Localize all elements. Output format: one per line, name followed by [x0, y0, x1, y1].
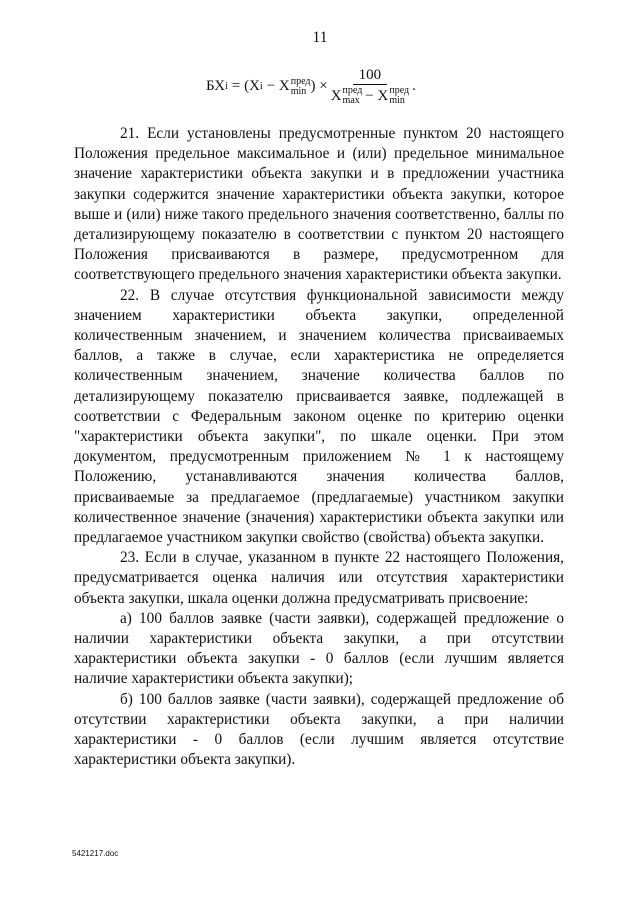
- formula-den-minus: − X: [365, 88, 389, 104]
- paragraph-21: 21. Если установлены предусмотренные пунктом 20 настоящего Положения предельное максимальное и (или) предельное минимальное значение характеристики объекта закупки и в предложении участника закупки содержится значение характеристики объекта закупки, которое выше и (или) ниже такого предельного значения соответственно, баллы по детализирующему показателю в соответствии с пунктом 20 настоящего Положения присваиваются в размере, предусмотренном для соответствующего предельного значения характеристики объекта закупки.: [74, 125, 564, 284]
- formula-limit-sup: пред: [290, 75, 311, 87]
- formula-den-x1: X: [330, 88, 342, 104]
- formula-close-times: ) ×: [310, 78, 328, 94]
- page-number: 11: [312, 29, 328, 46]
- formula-minus: − X: [266, 78, 290, 94]
- formula-denominator: [331, 85, 409, 107]
- body-text: [74, 124, 564, 771]
- formula-limit-sub: min: [290, 85, 307, 97]
- formula-den-sub-2: min: [389, 95, 405, 106]
- formula-eq-open: = (X: [231, 78, 260, 94]
- footer-filename: 5421217.doc: [72, 849, 119, 858]
- formula-limit-stack: [291, 77, 311, 97]
- formula-den-stack-2: [389, 86, 409, 106]
- paragraph-23: 23. Если в случае, указанном в пункте 22 настоящего Положения, предусматривается оценка наличия или отсутствия характеристики объекта закупки, шкала оценки должна предусматривать присвоение:: [74, 549, 564, 607]
- formula-den-stack-1: [343, 86, 363, 106]
- paragraph-22: 22. В случае отсутствия функциональной зависимости между значением характеристики объекта закупки, определенной количественным значением, и значением количества присваиваемых баллов, а также в случае, если характеристика не определяется количественным значением, значение количества баллов по детализирующему показателю присваивается заявке, подлежащей в соответствии с Федеральным законом оценке по критерию оценки "характеристики объекта закупки", по шкале оценки. При этом документом, предусмотренным приложением № 1 к настоящему Положению, устанавливаются значения количества баллов, присваиваемые за предлагаемое (предлагаемые) участником закупки количественное значение (значения) характеристики объекта закупки или предлагаемое участником закупки свойство (свойства) объекта закупки.: [74, 286, 564, 547]
- formula-den-sup-1: пред: [342, 85, 363, 96]
- formula-den-sup-2: пред: [389, 85, 410, 96]
- paragraph-23b: б) 100 баллов заявке (части заявки), содержащей предложение об отсутствии характеристики объекта закупки, а при наличии характеристики - 0 баллов (если лучшим является отсутствие характеристики объекта закупки).: [74, 690, 564, 769]
- formula-lhs: БХ: [206, 78, 226, 94]
- score-formula: [206, 66, 416, 107]
- formula-den-sub-1: max: [342, 95, 360, 106]
- paragraph-23a: а) 100 баллов заявке (части заявки), содержащей предложение о наличии характеристики объекта закупки, а при отсутствии характеристики объекта закупки - 0 баллов (если лучшим является наличие характеристики объекта закупки);: [74, 609, 564, 688]
- formula-xi-sub: i: [259, 81, 263, 92]
- formula-end: .: [412, 78, 416, 94]
- formula-lhs-sub: i: [225, 81, 228, 92]
- formula-fraction: [331, 66, 409, 107]
- formula-numerator: 100: [353, 66, 388, 85]
